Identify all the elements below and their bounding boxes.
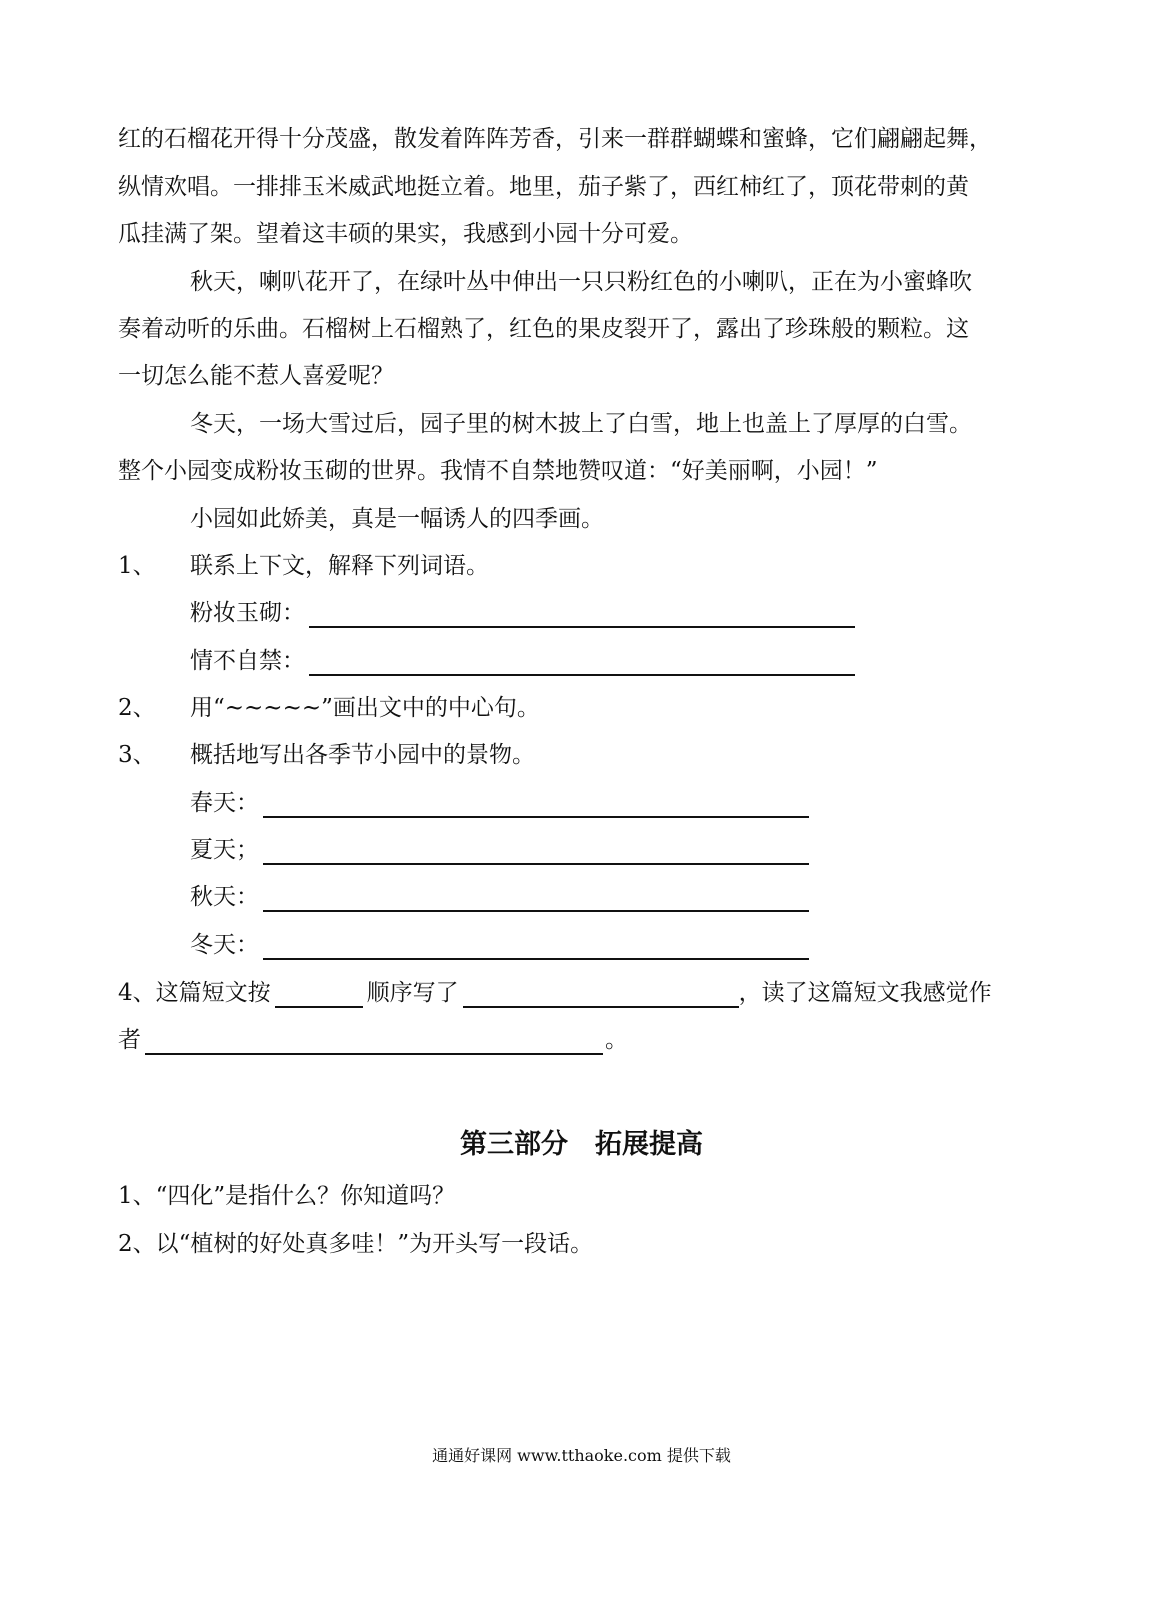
answer-blank[interactable]: [463, 982, 739, 1008]
question-number: 2、: [118, 695, 156, 721]
answer-row: [190, 646, 855, 676]
passage-line: 整个小园变成粉妆玉砌的世界。我情不自禁地赞叹道：“好美丽啊，小园！”: [118, 458, 878, 484]
passage-line: 纵情欢唱。一排排玉米威武地挺立着。地里，茄子紫了，西红柿红了，顶花带刺的黄: [118, 174, 969, 200]
term-label: 粉妆玉砌：: [190, 600, 305, 626]
passage-line: 冬天，一场大雪过后，园子里的树木披上了白雪，地上也盖上了厚厚的白雪。: [190, 411, 972, 437]
season-label: 秋天：: [190, 884, 259, 910]
question-number: 3、: [118, 742, 156, 768]
answer-blank[interactable]: [309, 650, 855, 676]
passage-line: 小园如此娇美，真是一幅诱人的四季画。: [190, 506, 604, 532]
answer-blank[interactable]: [275, 982, 363, 1008]
answer-row: [190, 788, 809, 818]
question-number: 1、: [118, 553, 156, 579]
answer-row: [190, 882, 809, 912]
answer-blank[interactable]: [263, 839, 809, 865]
season-label: 春天：: [190, 790, 259, 816]
question-text: 。: [605, 1027, 628, 1053]
section-title: 第三部分 拓展提高: [460, 1129, 703, 1160]
section-question: 1、“四化”是指什么？你知道吗？: [118, 1183, 456, 1209]
passage-line: 奏着动听的乐曲。石榴树上石榴熟了，红色的果皮裂开了，露出了珍珠般的颗粒。这: [118, 316, 969, 342]
section-question: 2、以“植树的好处真多哇！”为开头写一段话。: [118, 1231, 594, 1257]
answer-row: [190, 835, 809, 865]
question-4: [118, 978, 992, 1008]
answer-blank[interactable]: [263, 934, 809, 960]
question-4-continued: [118, 1025, 628, 1055]
season-label: 夏天；: [190, 837, 259, 863]
answer-blank[interactable]: [145, 1029, 603, 1055]
season-label: 冬天：: [190, 932, 259, 958]
answer-row: [190, 930, 809, 960]
footer-text: 通通好课网 www.tthaoke.com 提供下载: [432, 1446, 731, 1465]
question-text: 者: [118, 1027, 141, 1053]
answer-blank[interactable]: [263, 792, 809, 818]
term-label: 情不自禁：: [190, 648, 305, 674]
answer-blank[interactable]: [263, 886, 809, 912]
question-text: 顺序写了: [366, 980, 459, 1006]
answer-row: [190, 598, 855, 628]
question-text: 用“~~~~~”画出文中的中心句。: [190, 695, 540, 721]
passage-line: 秋天，喇叭花开了，在绿叶丛中伸出一只只粉红色的小喇叭，正在为小蜜蜂吹: [190, 269, 972, 295]
passage-line: 红的石榴花开得十分茂盛，散发着阵阵芳香，引来一群群蝴蝶和蜜蜂，它们翩翩起舞，: [118, 126, 992, 152]
answer-blank[interactable]: [309, 602, 855, 628]
passage-line: 一切怎么能不惹人喜爱呢？: [118, 363, 394, 389]
question-text: 4、这篇短文按: [118, 980, 271, 1006]
question-text: ，读了这篇短文我感觉作: [738, 980, 992, 1006]
question-text: 概括地写出各季节小园中的景物。: [190, 742, 535, 768]
question-text: 联系上下文，解释下列词语。: [190, 553, 489, 579]
passage-line: 瓜挂满了架。望着这丰硕的果实，我感到小园十分可爱。: [118, 221, 693, 247]
